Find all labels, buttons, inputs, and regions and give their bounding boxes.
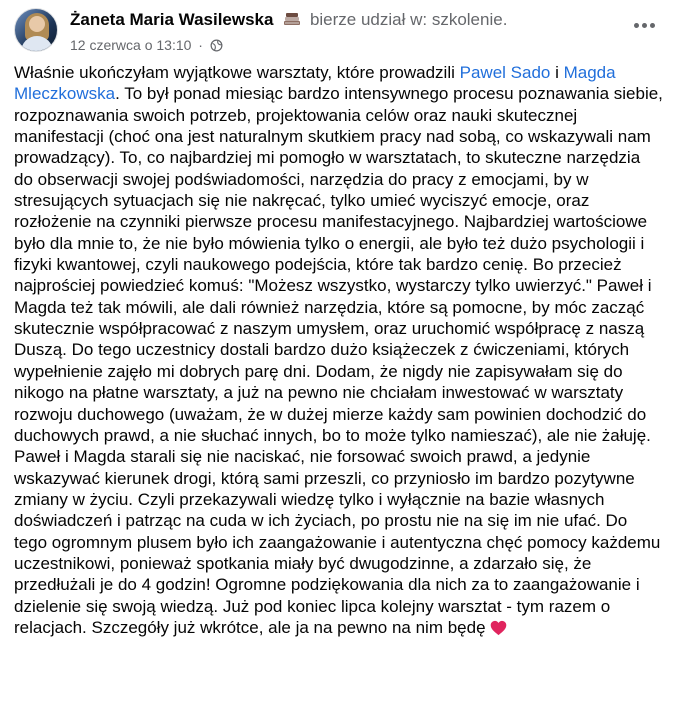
post-body-text: . To był ponad miesiąc bardzo intensywnego procesu poznawania siebie, rozpoznawania swoich potrzeb, projektowania celów oraz nauki skutecznej manifestacji (choć ona jest naturalnym skutkiem pracy nad sobą, co wskazywali nam prowadzący). To, co najbardziej mi pomogło w warsztatach, to skuteczne narzędzia do obserwacji swojej podświadomości, narzędzia do pracy z emocjami, by w stresujących sytuacjach się nie nakręcać, tylko umieć wyciszyć emocje, oraz rozłożenie na czynniki pierwsze procesu manifestacyjnego. Najbardziej wartościowe było dla mnie to, że nie było mówienia tylko o energii, ale było też dużo psychologii i fizyki kwantowej, czyli naukowego podejścia, które tak bardzo cenię. Bo przecież najprościej powiedzieć komuś: "Możesz wszystko, wystarczy tylko uwierzyć." Paweł i Magda też tak mówili, ale dali również narzędzia, które są pomocne, by móc zacząć skutecznie współpracować z naszym umysłem, oraz uruchomić współpracę z naszą Duszą. Do tego uczestnicy dostali bardzo dużo książeczek z ćwiczeniami, których wypełnienie zajęło mi dobrych parę dni. Dodam, że nigdy nie zapisywałam się do nikogo na płatne warsztaty, a już na pewno nie chciałam inwestować w warsztaty rozwoju duchowego (uważam, że w dużej mierze każdy sam powinien dochodzić do duchowych prawd, a nie słuchać innych, bo to może tylko namieszać), ale nie żałuję. Paweł i Magda starali się nie naciskać, nie forsować swoich prawd, a jedynie wskazywać kierunek drogi, którą sami przeszli, co przyniosło im bardzo pozytywne zmiany w życiu. Czyli przekazywali wiedzę tylko i wyłącznie na bazie własnych doświadczeń i patrząc na cuda w ich życiach, po prostu nie na się im nie ufać. Do tego ogromnym plusem było ich zaangażowanie i autentyczna chęć pomocy każdemu uczestnikowi, ponieważ spotkania miały być dwugodzinne, a zdarzało się, że przedłużali je do 4 godzin! Ogromne podziękowania dla nich za to zaangażowanie i dzielenie się swoją wiedzą. Już pod koniec lipca kolejny warsztat - tym razem o relacjach. Szczegóły już wkrótce, ale ja na pewno na nim będę xyxy=(14,84,663,637)
red-heart-icon xyxy=(490,620,507,641)
mention-magda-mleczkowska[interactable]: Magda Mleczkowska xyxy=(14,63,616,104)
author-avatar[interactable] xyxy=(14,8,58,52)
post-meta xyxy=(70,37,223,55)
globe-icon[interactable] xyxy=(210,39,223,55)
post-timestamp[interactable]: 12 czerwca o 13:10 xyxy=(70,37,192,53)
meta-separator: · xyxy=(198,37,203,53)
post-body-conj: i xyxy=(555,63,559,82)
author-name[interactable]: Żaneta Maria Wasilewska xyxy=(70,10,274,29)
more-options-icon[interactable] xyxy=(629,14,659,36)
post-body xyxy=(14,62,663,641)
activity-text: bierze udział w: szkolenie. xyxy=(309,10,508,29)
post-title-line xyxy=(70,10,507,31)
mention-pawel-sado[interactable]: Pawel Sado xyxy=(459,63,551,82)
books-icon xyxy=(283,11,301,31)
post-body-intro: Właśnie ukończyłam wyjątkowe warsztaty, które prowadzili xyxy=(14,63,455,82)
post-header xyxy=(14,6,663,62)
